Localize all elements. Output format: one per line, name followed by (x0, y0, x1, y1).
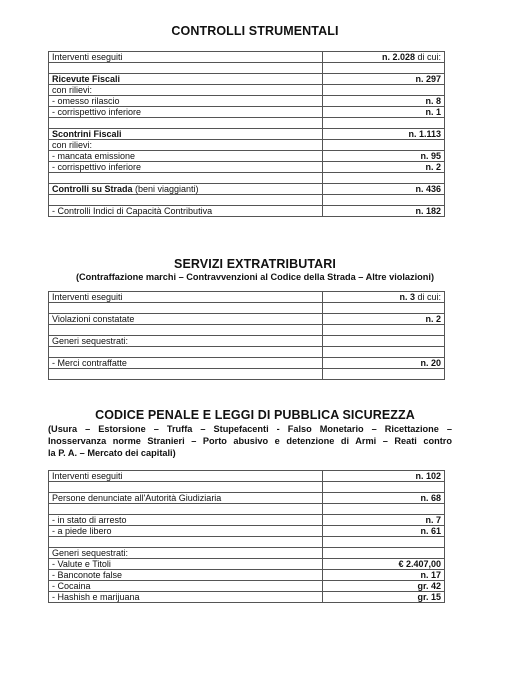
table-row-blank (49, 504, 445, 515)
table-row (49, 314, 445, 325)
row-label: Interventi eseguiti (49, 52, 323, 63)
row-label: - mancata emissione (49, 151, 323, 162)
row-value: n. 297 (323, 74, 445, 85)
table-row (49, 559, 445, 570)
table-row (49, 206, 445, 217)
row-value: n. 2 (323, 314, 445, 325)
row-label: Generi sequestrati: (49, 336, 323, 347)
table-row-blank (49, 195, 445, 206)
table-row (49, 129, 445, 140)
row-value: n. 68 (323, 493, 445, 504)
table-row (49, 570, 445, 581)
table-row (49, 74, 445, 85)
table-row (49, 96, 445, 107)
table-row (49, 358, 445, 369)
row-value: € 2.407,00 (323, 559, 445, 570)
table-row (49, 548, 445, 559)
row-label: Controlli su Strada (beni viaggianti) (49, 184, 323, 195)
row-label: Generi sequestrati: (49, 548, 323, 559)
row-label: - omesso rilascio (49, 96, 323, 107)
table-row (49, 184, 445, 195)
row-value: n. 95 (323, 151, 445, 162)
table-row (49, 493, 445, 504)
row-value: n. 1.113 (323, 129, 445, 140)
codice-penale-subtitle-line3: la P. A. – Mercato dei capitali) (48, 448, 176, 458)
table-row (49, 85, 445, 96)
table-row (49, 151, 445, 162)
table-row (49, 140, 445, 151)
row-label: - Banconote false (49, 570, 323, 581)
row-label: Violazioni constatate (49, 314, 323, 325)
row-label: - corrispettivo inferiore (49, 162, 323, 173)
table-row (49, 162, 445, 173)
row-label: Scontrini Fiscali (49, 129, 323, 140)
table-row (49, 52, 445, 63)
row-label: - Controlli Indici di Capacità Contributiva (49, 206, 323, 217)
table-row-blank (49, 347, 445, 358)
row-label: Persone denunciate all'Autorità Giudiziaria (49, 493, 323, 504)
row-label: - a piede libero (49, 526, 323, 537)
table-row-blank (49, 173, 445, 184)
table-row (49, 471, 445, 482)
table-row (49, 292, 445, 303)
table-row-blank (49, 303, 445, 314)
row-value: gr. 42 (323, 581, 445, 592)
row-value: n. 2 (323, 162, 445, 173)
servizi-extratributari-title: SERVIZI EXTRATRIBUTARI (174, 257, 336, 271)
row-label: Ricevute Fiscali (49, 74, 323, 85)
row-label: - Cocaina (49, 581, 323, 592)
row-value: n. 2.028 di cui: (323, 52, 445, 63)
servizi-extratributari-subtitle: (Contraffazione marchi – Contravvenzioni al Codice della Strada – Altre violazioni) (75, 272, 435, 282)
table-row-blank (49, 369, 445, 380)
table-row-blank (49, 325, 445, 336)
row-label: - in stato di arresto (49, 515, 323, 526)
row-value: n. 61 (323, 526, 445, 537)
table-row (49, 336, 445, 347)
table-row-blank (49, 63, 445, 74)
row-label: con rilievi: (49, 85, 323, 96)
row-label: - Merci contraffatte (49, 358, 323, 369)
codice-penale-title: CODICE PENALE E LEGGI DI PUBBLICA SICUREZZA (95, 408, 415, 422)
row-value: n. 102 (323, 471, 445, 482)
codice-penale-table (48, 470, 445, 603)
controlli-strumentali-table (48, 51, 445, 217)
row-label: Interventi eseguiti (49, 471, 323, 482)
table-row (49, 526, 445, 537)
row-value: n. 20 (323, 358, 445, 369)
table-row (49, 581, 445, 592)
table-row (49, 515, 445, 526)
table-row-blank (49, 118, 445, 129)
row-value: gr. 15 (323, 592, 445, 603)
table-row (49, 107, 445, 118)
row-value: n. 436 (323, 184, 445, 195)
row-value: n. 1 (323, 107, 445, 118)
controlli-strumentali-title: CONTROLLI STRUMENTALI (171, 24, 339, 38)
codice-penale-subtitle-line2: Inosservanza norme Stranieri – Porto abusivo e detenzione di Armi – Reati contro (48, 436, 452, 446)
row-label: con rilievi: (49, 140, 323, 151)
row-value: n. 3 di cui: (323, 292, 445, 303)
row-value: n. 182 (323, 206, 445, 217)
row-value: n. 17 (323, 570, 445, 581)
row-label: - Hashish e marijuana (49, 592, 323, 603)
row-value: n. 8 (323, 96, 445, 107)
row-label: Interventi eseguiti (49, 292, 323, 303)
codice-penale-subtitle-line1: (Usura – Estorsione – Truffa – Stupefacenti - Falso Monetario – Ricettazione – (48, 424, 452, 434)
row-label: - Valute e Titoli (49, 559, 323, 570)
table-row-blank (49, 537, 445, 548)
row-label: - corrispettivo inferiore (49, 107, 323, 118)
table-row-blank (49, 482, 445, 493)
row-value: n. 7 (323, 515, 445, 526)
table-row (49, 592, 445, 603)
servizi-extratributari-table (48, 291, 445, 380)
